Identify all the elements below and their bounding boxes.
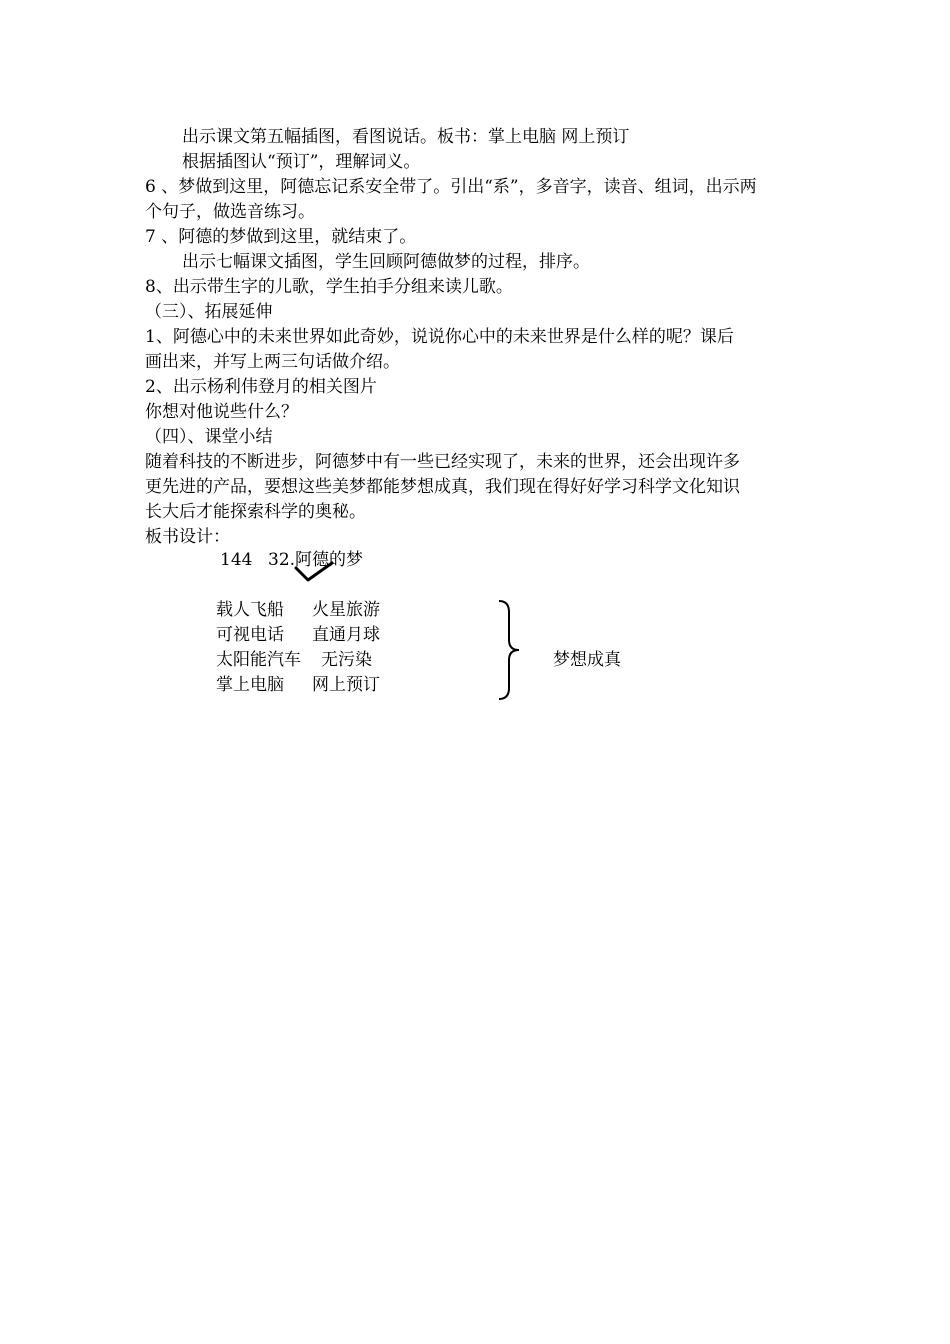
paragraph-step6-line2: 个句子，做选音练习。	[145, 202, 315, 222]
paragraph-summary-line2: 更先进的产品，要想这些美梦都能梦想成真，我们现在得好好学习科学文化知识	[145, 477, 740, 497]
paragraph-question: 你想对他说些什么？	[145, 402, 298, 422]
paragraph-extension2: 2、出示杨利伟登月的相关图片	[145, 377, 377, 397]
board-item-left: 太阳能汽车	[216, 650, 301, 670]
paragraph-summary-line3: 长大后才能探索科学的奥秘。	[145, 502, 366, 522]
section-heading-summary: （四）、课堂小结	[145, 427, 273, 447]
paragraph-summary-line1: 随着科技的不断进步，阿德梦中有一些已经实现了，未来的世界，还会出现许多	[145, 452, 740, 472]
board-item-right: 网上预订	[312, 675, 380, 695]
board-summary: 梦想成真	[553, 650, 621, 670]
board-item-right: 无污染	[321, 650, 372, 670]
board-item-left: 载人飞船	[216, 600, 284, 620]
paragraph-extension1-line1: 1、阿德心中的未来世界如此奇妙，说说你心中的未来世界是什么样的呢？课后	[145, 327, 734, 347]
section-heading-extension: （三）、拓展延伸	[145, 302, 273, 322]
board-design-heading: 板书设计：	[145, 527, 230, 547]
board-code: 144	[220, 550, 253, 570]
board-title: 32.阿德的梦	[268, 550, 364, 570]
paragraph-step7: 7 、阿德的梦做到这里，就结束了。	[145, 227, 417, 247]
paragraph-step8: 8、出示带生字的儿歌，学生拍手分组来读儿歌。	[145, 277, 513, 297]
paragraph-seven-illustrations: 出示七幅课文插图，学生回顾阿德做梦的过程，排序。	[182, 252, 590, 272]
checkmark-icon	[294, 560, 336, 584]
board-item-left: 掌上电脑	[216, 675, 284, 695]
board-item-right: 直通月球	[312, 625, 380, 645]
paragraph-step6-line1: 6 、梦做到这里，阿德忘记系安全带了。引出“系”，多音字，读音、组词，出示两	[145, 177, 757, 197]
board-item-left: 可视电话	[216, 625, 284, 645]
paragraph-recognize-word: 根据插图认“预订”，理解词义。	[182, 152, 421, 172]
board-item-right: 火星旅游	[312, 600, 380, 620]
paragraph-illustration-five: 出示课文第五幅插图，看图说话。板书：掌上电脑 网上预订	[182, 127, 630, 147]
right-brace-icon	[495, 598, 525, 702]
paragraph-extension1-line2: 画出来，并写上两三句话做介绍。	[145, 352, 400, 372]
